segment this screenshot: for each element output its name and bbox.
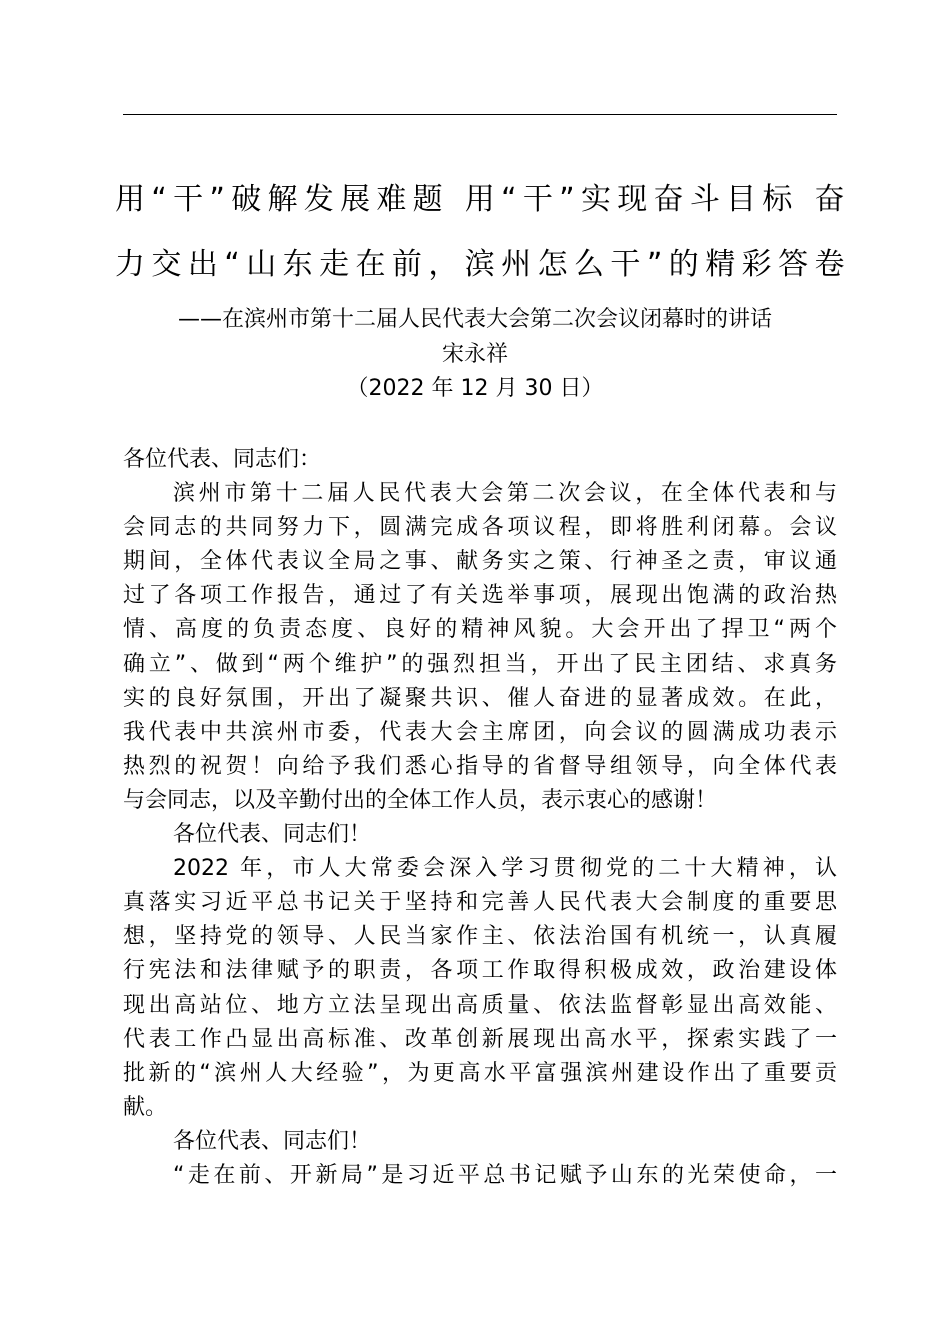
body-line: 确立”、做到“两个维护”的强烈担当，开出了民主团结、求真务 — [123, 651, 837, 677]
body-line: 情、高度的负责态度、良好的精神风貌。大会开出了捍卫“两个 — [123, 617, 837, 643]
salutation: 各位代表、同志们！ — [173, 822, 372, 848]
body-line: 批新的“滨州人大经验”，为更高水平富强滨州建设作出了重要贡 — [123, 1060, 837, 1086]
date: （2022 年 12 月 30 日） — [346, 376, 604, 401]
salutation: 各位代表、同志们： — [123, 447, 322, 472]
body-line: “走在前、开新局”是习近平总书记赋予山东的光荣使命，一 — [173, 1162, 837, 1188]
body-line: 期间，全体代表议全局之事、献务实之策、行神圣之责，审议通 — [123, 549, 837, 575]
body-line: 2022 年，市人大常委会深入学习贯彻党的二十大精神，认 — [173, 856, 837, 882]
body-line: 我代表中共滨州市委，代表大会主席团，向会议的圆满成功表示 — [123, 719, 837, 745]
header-rule — [123, 114, 837, 115]
body-line: 热烈的祝贺！向给予我们悉心指导的省督导组领导，向全体代表 — [123, 753, 837, 779]
title-line-1: 用“干”破解发展难题 用“干”实现奋斗目标 奋 — [115, 182, 845, 217]
body-line: 会同志的共同努力下，圆满完成各项议程，即将胜利闭幕。会议 — [123, 515, 837, 541]
speech-body — [123, 443, 837, 1193]
author: 宋永祥 — [441, 342, 508, 367]
body-line: 过了各项工作报告，通过了有关选举事项，展现出饱满的政治热 — [123, 583, 837, 609]
body-line: 滨州市第十二届人民代表大会第二次会议，在全体代表和与 — [173, 481, 837, 507]
subtitle: ——在滨州市第十二届人民代表大会第二次会议闭幕时的讲话 — [177, 307, 772, 332]
body-line: 实的良好氛围，开出了凝聚共识、催人奋进的显著成效。在此， — [123, 685, 837, 711]
title-line-2: 力交出“山东走在前，滨州怎么干”的精彩答卷 — [115, 247, 845, 282]
body-line: 行宪法和法律赋予的职责，各项工作取得积极成效，政治建设体 — [123, 958, 837, 984]
body-line: 想，坚持党的领导、人民当家作主、依法治国有机统一，认真履 — [123, 924, 837, 950]
body-line: 代表工作凸显出高标准、改革创新展现出高水平，探索实践了一 — [123, 1026, 837, 1052]
body-line: 献。 — [123, 1094, 168, 1120]
body-line: 与会同志，以及辛勤付出的全体工作人员，表示衷心的感谢！ — [123, 787, 718, 813]
body-line: 现出高站位、地方立法呈现出高质量、依法监督彰显出高效能、 — [123, 992, 837, 1018]
body-line: 真落实习近平总书记关于坚持和完善人民代表大会制度的重要思 — [123, 890, 837, 916]
salutation: 各位代表、同志们！ — [173, 1128, 372, 1154]
